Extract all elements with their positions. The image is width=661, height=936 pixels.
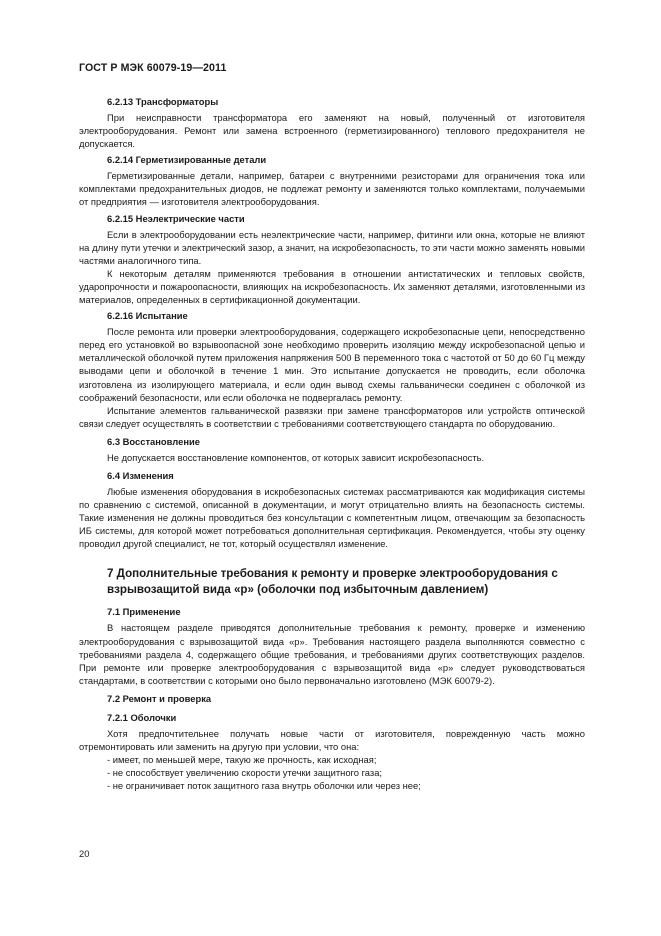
paragraph: Любые изменения оборудования в искробезопасных системах рассматриваются как модификация системы по сравнению с системой, описанной в документации, и могут отрицательно влиять на безопасность системы. Такие изменения не должны проводиться без консультации с компетентным лицом, отвечающим за безопасность ИБ системы, для которой может потребоваться дополнительная сертификация. Рекомендуется, чтобы эту оценку проводил другой специалист, не тот, который осуществлял изменение. — [79, 485, 585, 550]
section-7-2-1-title: 7.2.1 Оболочки — [107, 711, 177, 723]
section-6-2-15-title: 6.2.15 Неэлектрические части — [107, 212, 245, 224]
paragraph: Не допускается восстановление компонентов, от которых зависит искробезопасность. — [107, 451, 485, 463]
paragraph: Испытание элементов гальванической развязки при замене трансформаторов или устройств оптической связи следует осуществлять в соответствии с требованиями соответствующего стандарта по оборудованию. — [79, 404, 585, 429]
page-number: 20 — [79, 848, 90, 859]
paragraph: Хотя предпочтительнее получать новые части от изготовителя, поврежденную часть можно отремонтировать или заменить на другую при условии, что она: — [79, 727, 585, 752]
section-6-4-title: 6.4 Изменения — [107, 469, 174, 481]
section-6-2-13-title: 6.2.13 Трансформаторы — [107, 96, 219, 107]
document-page — [79, 62, 585, 792]
paragraph: После ремонта или проверки электрооборудования, содержащего искробезопасные цепи, непосредственно перед его установкой во взрывоопасной зоне необходимо проверить изоляцию между искробезопасной цепью и металлической оболочкой путем приложения напряжения 500 В переменного тока с частотой от 50 до 60 Гц между выводами цепи и оболочкой в течение 1 мин. Это испытание допускается не проводить, если оболочка изготовлена из изолирующего материала, и если один вывод схемы гальванически соединен с оболочкой из соображений безопасности, или если оболочка не подвергалась ремонту. — [79, 326, 585, 403]
document-header: ГОСТ Р МЭК 60079-19—2011 — [79, 62, 227, 74]
section-6-2-14-title: 6.2.14 Герметизированные детали — [107, 154, 267, 166]
list-item: - не ограничивает поток защитного газа внутрь оболочки или через нее; — [107, 780, 421, 792]
section-6-3-title: 6.3 Восстановление — [107, 435, 200, 447]
paragraph: В настоящем разделе приводятся дополнительные требования к ремонту, проверке и изменению электрооборудования с взрывозащитой вида «р». Требования настоящего раздела выполняются совместно с требованиями раздела 4, содержащего общие требования, и требованиями других соответствующих разделов. При ремонте или проверке электрооборудования с взрывозащитой вида «р» следует руководствоваться стандартами, в соответствии с которыми оно было первоначально изготовлено (МЭК 60079-2). — [79, 622, 585, 686]
list-item: - имеет, по меньшей мере, такую же прочность, как исходная; — [107, 754, 377, 766]
paragraph: Герметизированные детали, например, батареи с внутренними резисторами для ограничения тока или комплектами предохранительных диодов, не подлежат ремонту и заменяются только комплектами, получаемыми от предприятия — изготовителя электрооборудования. — [79, 170, 585, 208]
section-7-2-title: 7.2 Ремонт и проверка — [107, 692, 212, 704]
section-7-1-title: 7.1 Применение — [107, 606, 181, 618]
section-6-2-16-title: 6.2.16 Испытание — [107, 310, 188, 322]
list-item: - не способствует увеличению скорости утечки защитного газа; — [107, 767, 383, 779]
section-7-title: 7 Дополнительные требования к ремонту и проверке электрооборудования с взрывозащитой вида «р» (оболочки под избыточным давлением) — [107, 567, 558, 597]
paragraph: К некоторым деталям применяются требования в отношении антистатических и тепловых свойств, ударопрочности и пожароопасности, влияющих на искробезопасность. Их заменяют деталями, изготовленными из материалов, определенных в сертификационной документации. — [79, 267, 585, 306]
paragraph: Если в электрооборудовании есть неэлектрические части, например, фитинги или окна, которые не влияют на длину пути утечки и электрический зазор, а значит, на искробезопасность, то эти части можно заменять новыми частями аналогичного типа. — [79, 228, 585, 266]
paragraph: При неисправности трансформатора его заменяют на новый, полученный от изготовителя электрооборудования. Ремонт или замена встроенного (герметизированного) теплового предохранителя не допускается. — [79, 112, 585, 150]
